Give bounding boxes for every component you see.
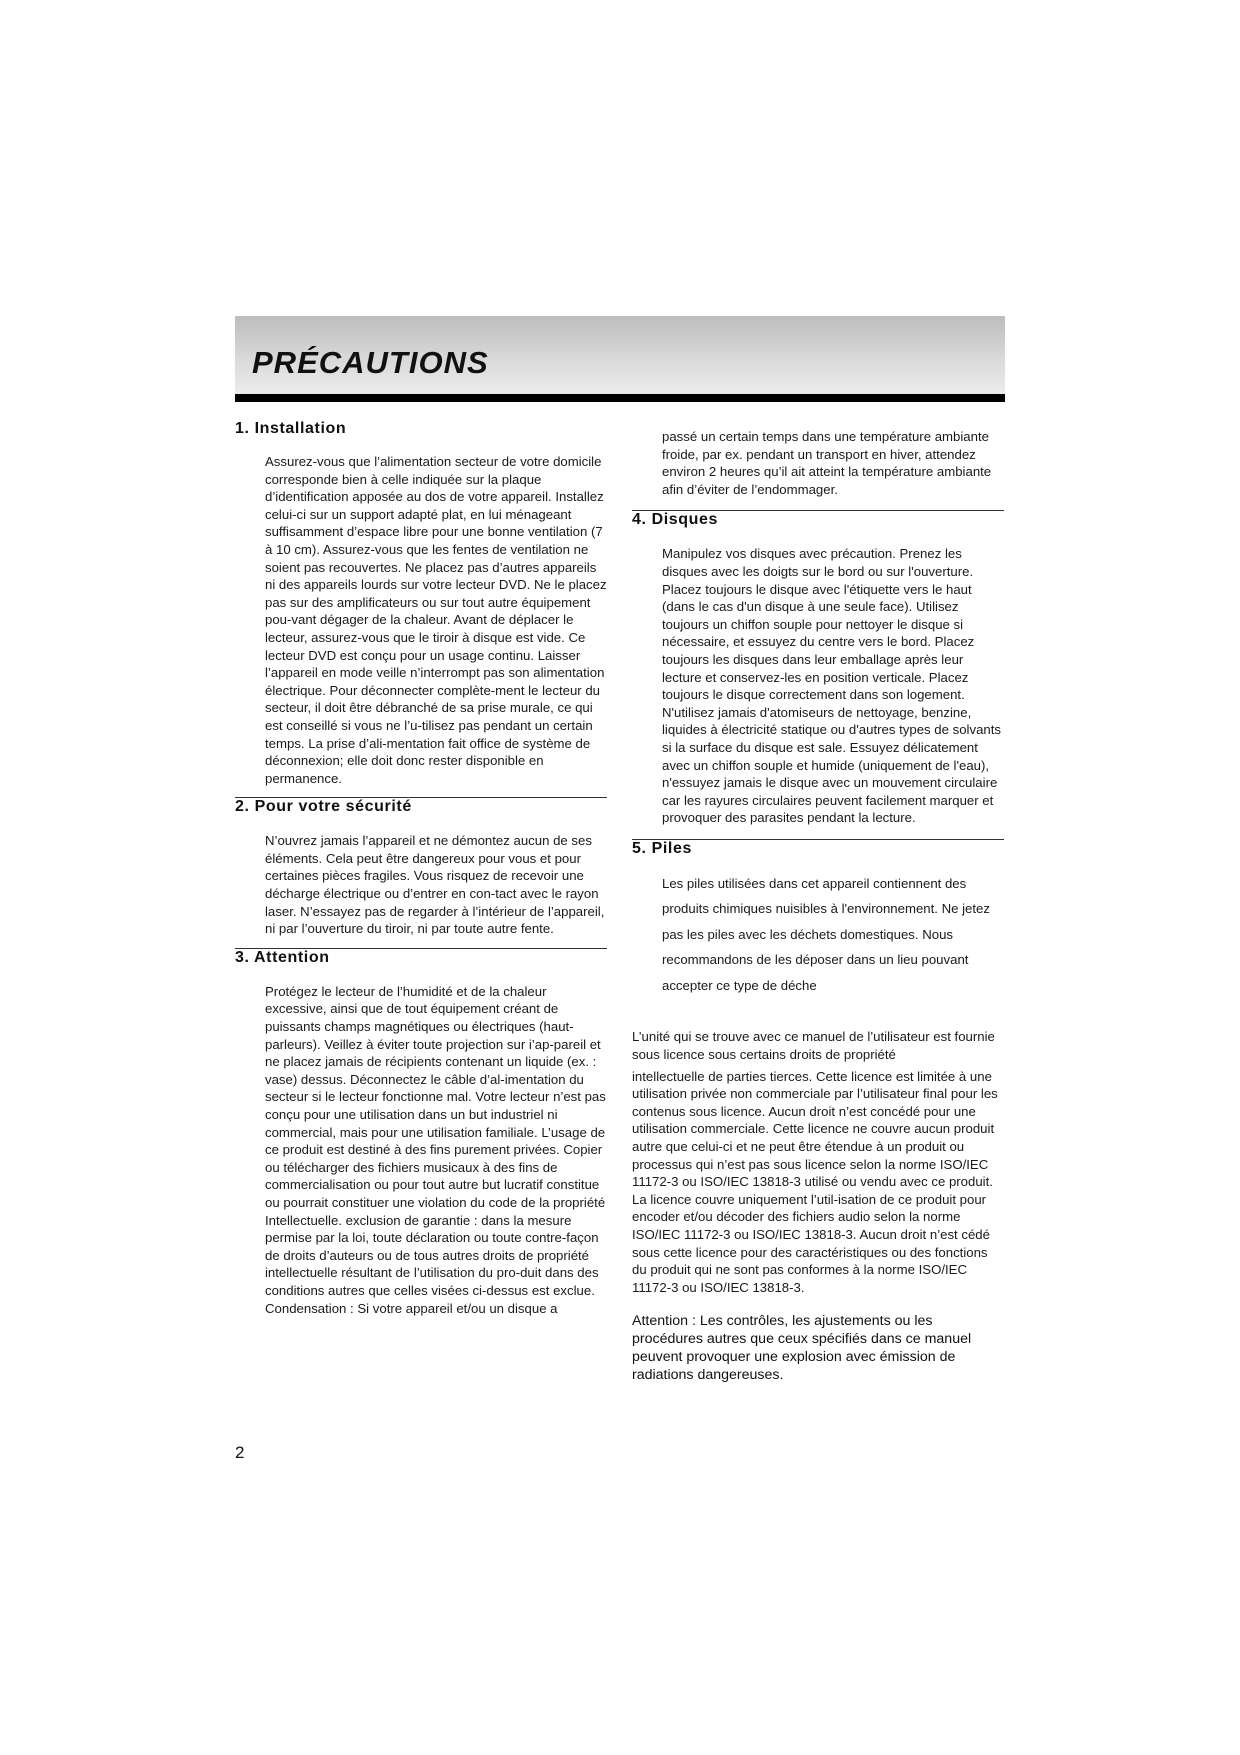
page-title: PRÉCAUTIONS [252, 345, 489, 380]
section-body-attention: Protégez le lecteur de l’humidité et de la chaleur excessive, ainsi que de tout équipement créant de puissants champs magnétiques ou électriques (haut-parleurs). Veillez à éviter toute projection sur i’ap-pareil et ne placez jamais de récipients contenant un liquide (ex. : vase) dessus. Déconnectez le câble d’al-imentation du secteur si le lecteur fonctionne mal. Votre lecteur n’est pas conçu pour une utilisation dans un but industriel ni commercial, mais pour une utilisation familiale. L’usage de ce produit est destiné à des fins purement privées. Copier ou télécharger des fichiers musicaux à des fins de commercialisation ou pour tout autre but lucratif constitue ou pourrait constituer une violation du code de la propriété Intellectuelle. exclusion de garantie : dans la mesure permise par la loi, toute déclaration ou toute contre-façon de droits d’auteurs ou de tous autres droits de propriété intellectuelle résultant de l’utilisation du pro-duit dans des conditions autres que celles visées ci-dessus est exclue. [265, 983, 606, 1298]
section-body-piles: Les piles utilisées dans cet appareil contiennent des produits chimiques nuisibles à l'environnement. Ne jetez pas les piles avec les déchets domestiques. Nous recommandons de les déposer dans un lieu pouvant accepter ce type de déche [662, 875, 990, 993]
left-column [235, 420, 607, 1317]
condensation-text-start: Condensation : Si votre appareil et/ou un disque a [265, 1300, 558, 1316]
section-title-disques: 4. Disques [632, 511, 719, 529]
condensation-text-end: passé un certain temps dans une température ambiante froide, par ex. pendant un transport en hiver, attendez environ 2 heures qu’il ait atteint la température ambiante afin d’éviter de l’endommager. [662, 429, 992, 497]
license-text-part2: intellectuelle de parties tierces. Cette licence est limitée à une utilisation privée non commerciale par l’utilisateur final pour les contenus sous licence. Aucun droit n’est concédé pour une utilisation commerciale. Cette licence ne couvre aucun produit autre que celui-ci et ne peut être étendue à un produit ou processus qui n’est pas sous licence selon la norme ISO/IEC 11172-3 ou ISO/IEC 13818-3 utilisé ou vendu avec ce produit. La licence couvre uniquement l’util-isation de ce produit pour encoder et/ou décoder des fichiers audio selon la norme ISO/IEC 11172-3 ou ISO/IEC 13818-3. Aucun droit n’est cédé sous cette licence pour des caractéristiques ou des fonctions du produit qui ne sont pas conformes à la norme ISO/IEC 11172-3 ou ISO/IEC 13818-3. [632, 1068, 998, 1295]
section-body-disques: Manipulez vos disques avec précaution. Prenez les disques avec les doigts sur le bord ou sur l'ouverture. Placez toujours le disque avec l'étiquette vers le haut (dans le cas d'un disque à une seule face). Utilisez toujours un chiffon souple pour nettoyer le disque si nécessaire, et essuyez du centre vers le bord. Placez toujours les disques dans leur emballage après leur lecture et conservez-les en position verticale. Placez toujours le disque correctement dans son logement. N'utilisez jamais d'atomiseurs de nettoyage, benzine, liquides à électricité statique ou d'autres types de solvants si la surface du disque est sale. Essuyez délicatement avec un chiffon souple et humide (uniquement de l'eau), n'essuyez jamais le disque avec un mouvement circulaire car les rayures circulaires peuvent facilement marquer et provoquer des parasites pendant la lecture. [662, 546, 1001, 826]
section-body-securite: N’ouvrez jamais l’appareil et ne démontez aucun de ses éléments. Cela peut être dangereux pour vous et pour certaines pièces fragiles. Vous risquez de recevoir une décharge électrique ou d’entrer en con-tact avec le rayon laser. N’essayez pas de regarder à l’intérieur de l’appareil, ni par l’ouverture du tiroir, ni par toute autre fente. [265, 833, 605, 937]
laser-warning: Attention : Les contrôles, les ajustements ou les procédures autres que ceux spécifiés dans ce manuel peuvent provoquer une explosion avec émission de radiations dangereuses. [632, 1313, 972, 1384]
right-column [632, 428, 1004, 1384]
section-title-securite: 2. Pour votre sécurité [235, 798, 412, 816]
page-number: 2 [235, 1443, 245, 1462]
section-title-piles: 5. Piles [632, 839, 692, 857]
section-title-installation: 1. Installation [235, 420, 347, 437]
license-text-part1: L’unité qui se trouve avec ce manuel de l’utilisateur est fournie sous licence sous certains droits de propriété [632, 1029, 995, 1062]
section-title-attention: 3. Attention [235, 948, 330, 966]
section-body-installation: Assurez-vous que l’alimentation secteur de votre domicile corresponde bien à celle indiquée sur la plaque d’identification apposée au dos de votre appareil. Installez celui-ci sur un support adapté plat, en lui ménageant suffisamment d’espace libre pour une bonne ventilation (7 à 10 cm). Assurez-vous que les fentes de ventilation ne soient pas recouvertes. Ne placez pas d’autres appareils ni des appareils lourds sur votre lecteur DVD. Ne le placez pas sur des amplificateurs ou sur tout autre équipement pou-vant dégager de la chaleur. Avant de déplacer le lecteur, assurez-vous que le tiroir à disque est vide. Ce lecteur DVD est conçu pour un usage continu. Laisser l’appareil en mode veille n’interrompt pas son alimentation électrique. Pour déconnecter complète-ment le lecteur du secteur, il doit être débranché de sa prise murale, ce qui est conseillé si vous ne l’u-tilisez pas pendant un certain temps. La prise d’ali-mentation fait office de système de déconnexion; elle doit donc rester disponible en permanence. [265, 454, 607, 786]
title-underline [235, 394, 1005, 402]
